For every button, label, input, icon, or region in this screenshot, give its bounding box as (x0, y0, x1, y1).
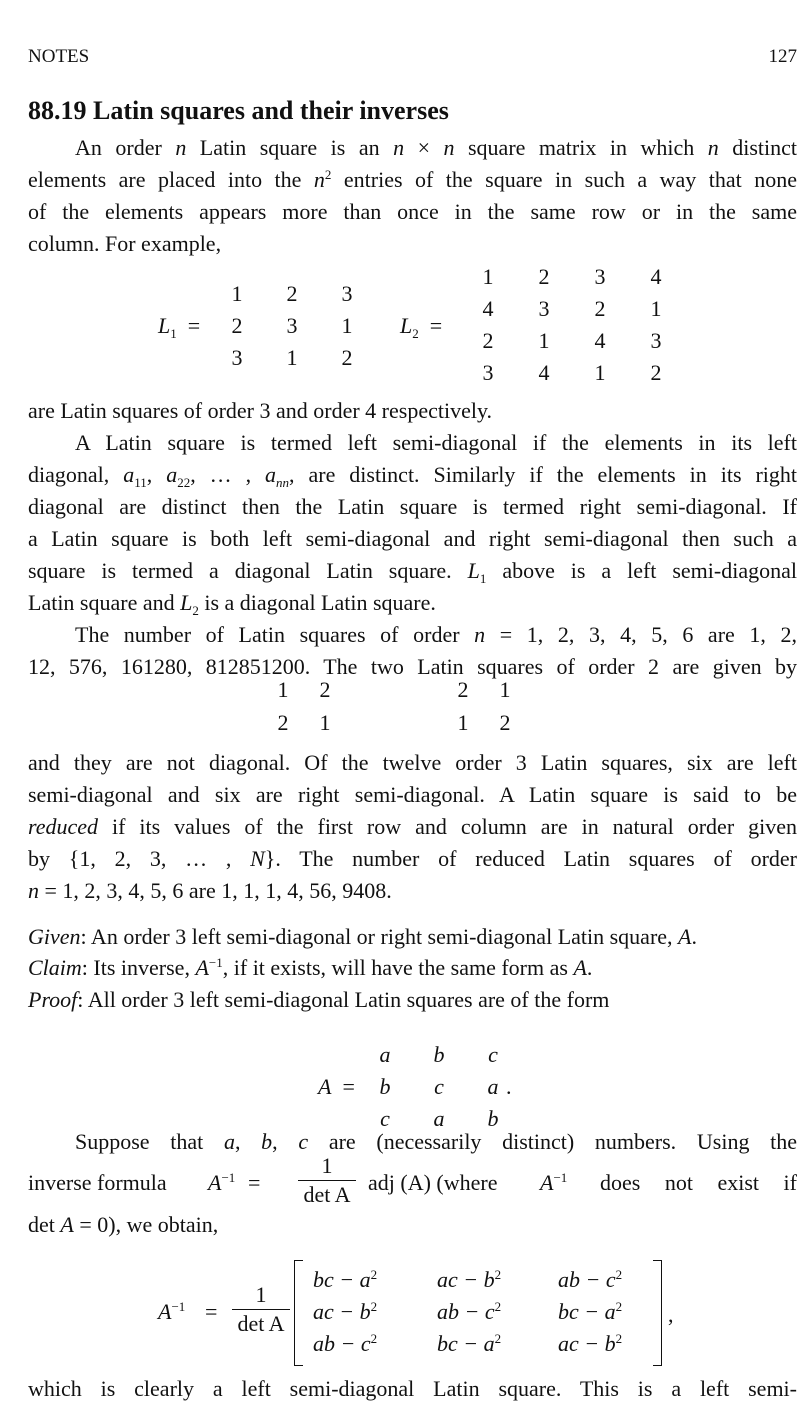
cell-exponent: 2 (494, 1299, 502, 1314)
matrix-cell: 3 (286, 313, 298, 338)
text-segment: n (28, 878, 39, 903)
fraction (298, 1152, 356, 1209)
text-segment: . (691, 924, 697, 949)
matrix-cell (558, 1329, 622, 1359)
equals: = (429, 313, 443, 338)
a-symbol: A (540, 1170, 554, 1195)
matrix-cell: 1 (286, 345, 298, 370)
text-line (75, 1127, 797, 1157)
text-segment: diagonal are distinct then the Latin square is termed right semi-diagonal. If (28, 494, 797, 519)
text-segment: }. The number of reduced Latin squares of order (264, 846, 797, 871)
matrix-cell: b (487, 1106, 499, 1131)
matrix-cell: 2 (286, 281, 298, 306)
text-segment: column. For example, (28, 231, 222, 256)
matrix-cell: c (488, 1042, 498, 1067)
cell-expression: ab − c (437, 1299, 495, 1324)
cell-expression: bc − a (437, 1331, 495, 1356)
text-segment: square is termed a diagonal Latin square. (28, 558, 468, 583)
text-segment: , are distinct. Similarly if the elements in its right (289, 462, 798, 487)
text-segment: , (146, 462, 167, 487)
text-segment: det (28, 1212, 61, 1237)
text-segment: n (707, 135, 719, 160)
cell-exponent: 2 (370, 1267, 378, 1282)
matrix-cell: 3 (482, 360, 494, 385)
lhs-exponent: −1 (221, 1170, 236, 1185)
text-segment: , (272, 1129, 299, 1154)
matrix-cell: 1 (499, 677, 511, 702)
matrix-cell: 1 (482, 264, 494, 289)
matrix-cell: 3 (594, 264, 606, 289)
text-segment: : Its inverse, (81, 955, 196, 980)
text-segment: n (443, 135, 455, 160)
text-segment: distinct (718, 135, 797, 160)
text-segment: × (404, 135, 444, 160)
text-segment: . (586, 955, 593, 980)
trailing-comma: , (668, 1302, 674, 1327)
text-segment: Suppose that (75, 1129, 224, 1154)
matrix-cell: 1 (277, 677, 289, 702)
text-segment: are (necessarily distinct) numbers. Using the (308, 1129, 798, 1154)
text-segment: , if it exists, will have the same form as (222, 955, 574, 980)
matrix-cell: 4 (538, 360, 550, 385)
formula-lhs (208, 1168, 235, 1198)
matrix-cell: 1 (594, 360, 606, 385)
text-segment: A (195, 955, 209, 980)
text-line (28, 396, 797, 426)
matrix-cell: 2 (457, 677, 469, 702)
matrix-cell: 2 (538, 264, 550, 289)
matrix-cell: 2 (482, 328, 494, 353)
text-line (28, 588, 797, 618)
cell-exponent: 2 (615, 1331, 623, 1346)
cell-expression: ac − b (437, 1267, 495, 1292)
matrix-cell: 3 (231, 345, 243, 370)
cell-exponent: 2 (615, 1299, 623, 1314)
proof-line (28, 985, 797, 1015)
text-segment: a (123, 462, 135, 487)
matrix-cell (313, 1329, 377, 1359)
text-line (28, 165, 797, 195)
matrix-cell: a (379, 1042, 391, 1067)
text-segment: n (175, 135, 187, 160)
matrix-label (318, 1072, 355, 1102)
text-segment: Claim (28, 955, 82, 980)
matrix-cell: 1 (341, 313, 353, 338)
equals: = (342, 1074, 355, 1099)
subscript: nn (276, 475, 290, 490)
text-segment: a (223, 1129, 235, 1154)
matrix-cell: b (433, 1042, 445, 1067)
formula-text: inverse formula (28, 1170, 167, 1195)
right-bracket (653, 1260, 662, 1366)
text-segment: if its values of the first row and column are in natural order given (98, 814, 797, 839)
formula-text: does not exist if (600, 1170, 797, 1195)
text-segment: An order (75, 135, 176, 160)
a-exponent: −1 (553, 1170, 568, 1185)
text-segment: 12, 576, 161280, 812851200. The two Latin squares of order 2 are given by (28, 654, 797, 679)
matrix-trailing-period: . (506, 1074, 512, 1099)
text-segment: A (678, 924, 692, 949)
numerator: 1 (298, 1152, 356, 1181)
equals: = (187, 313, 201, 338)
text-segment: A (60, 1212, 74, 1237)
text-segment: Proof (28, 987, 78, 1012)
matrix-cell: 2 (594, 296, 606, 321)
matrix-cell: c (434, 1074, 444, 1099)
matrix-cell (558, 1297, 622, 1327)
matrix-cell: 1 (231, 281, 243, 306)
claim-line (28, 953, 797, 983)
matrix-cell (437, 1329, 501, 1359)
text-segment: square matrix in which (454, 135, 708, 160)
text-line (28, 492, 797, 522)
matrix-cell: 2 (341, 345, 353, 370)
cell-expression: bc − a (313, 1267, 371, 1292)
matrix-cell: b (379, 1074, 391, 1099)
subscript: 1 (479, 571, 487, 586)
cell-exponent: 2 (370, 1299, 378, 1314)
running-header: NOTES (28, 46, 90, 67)
text-segment: N (250, 846, 265, 871)
matrix-cell: a (487, 1074, 499, 1099)
matrix-cell: 3 (650, 328, 662, 353)
text-segment: is a diagonal Latin square. (198, 590, 436, 615)
equals: = (248, 1170, 261, 1195)
matrix-label (158, 311, 200, 341)
cell-exponent: 2 (615, 1267, 623, 1282)
text-line (28, 780, 797, 810)
subscript: 2 (192, 603, 199, 618)
matrix-name: A (318, 1074, 332, 1099)
inverse-lhs (158, 1297, 185, 1327)
fraction (232, 1281, 290, 1338)
matrix-cell: c (380, 1106, 390, 1131)
matrix-cell (558, 1265, 622, 1295)
matrix-label (400, 311, 442, 341)
text-segment: which is clearly a left semi-diagonal Latin square. This is a left semi- (28, 1376, 797, 1401)
superscript: −1 (208, 955, 223, 970)
cell-exponent: 2 (494, 1331, 502, 1346)
text-segment: above is a left semi-diagonal (486, 558, 797, 583)
matrix-cell: a (433, 1106, 445, 1131)
given-line (28, 922, 797, 952)
matrix-cell: 1 (538, 328, 550, 353)
text-segment: : An order 3 left semi-diagonal or right semi-diagonal Latin square, (80, 924, 679, 949)
cell-expression: ab − c (313, 1331, 371, 1356)
text-segment: diagonal, (28, 462, 124, 487)
matrix-name: L (400, 313, 413, 338)
text-segment: L (467, 558, 480, 583)
text-segment: a (265, 462, 277, 487)
text-segment: Given (28, 924, 81, 949)
matrix-cell: 4 (482, 296, 494, 321)
matrix-cell: 1 (457, 710, 469, 735)
matrix-subscript: 1 (170, 326, 177, 341)
text-segment: , (234, 1129, 262, 1154)
matrix-cell: 1 (319, 710, 331, 735)
text-segment: n (393, 135, 405, 160)
text-segment: : All order 3 left semi-diagonal Latin squares are of the form (77, 987, 610, 1012)
text-line (28, 197, 797, 227)
text-segment: L (180, 590, 193, 615)
text-segment: a (166, 462, 178, 487)
page-number: 127 (768, 46, 797, 67)
text-line (75, 620, 797, 650)
text-segment: A Latin square is termed left semi-diagonal if the elements in its left (75, 430, 797, 455)
text-segment: and they are not diagonal. Of the twelve order 3 Latin squares, six are left (28, 750, 797, 775)
text-segment: The number of Latin squares of order (75, 622, 475, 647)
matrix-cell: 2 (277, 710, 289, 735)
lhs-exponent: −1 (171, 1299, 186, 1314)
text-line (28, 556, 797, 586)
text-segment: n (474, 622, 486, 647)
matrix-cell (437, 1265, 501, 1295)
text-segment: = 0), we obtain, (73, 1212, 219, 1237)
matrix-cell: 3 (538, 296, 550, 321)
text-segment: a Latin square is both left semi-diagonal and right semi-diagonal then such a (28, 526, 797, 551)
text-line (75, 428, 797, 458)
matrix-cell: 2 (650, 360, 662, 385)
matrix-cell: 4 (650, 264, 662, 289)
cell-expression: ab − c (558, 1267, 616, 1292)
text-line (75, 133, 797, 163)
text-line (28, 524, 797, 554)
text-segment: of the elements appears more than once in the same row or in the same (28, 199, 797, 224)
text-segment: by {1, 2, 3, … , (28, 846, 251, 871)
text-segment: = 1, 2, 3, 4, 5, 6 are 1, 2, (485, 622, 798, 647)
text-line (28, 652, 797, 682)
text-segment: semi-diagonal and six are right semi-diagonal. A Latin square is said to be (28, 782, 797, 807)
denominator: det A (237, 1311, 285, 1336)
lhs-symbol: A (158, 1299, 172, 1324)
text-segment: entries of the square in such a way that none (331, 167, 798, 192)
text-segment: Latin square is an (186, 135, 394, 160)
text-segment: A (573, 955, 587, 980)
text-line (28, 748, 797, 778)
cell-expression: bc − a (558, 1299, 616, 1324)
text-segment: elements are placed into the (28, 167, 314, 192)
cell-exponent: 2 (494, 1267, 502, 1282)
text-segment: , … , (190, 462, 266, 487)
text-segment: reduced (28, 814, 99, 839)
lhs-symbol: A (208, 1170, 222, 1195)
matrix-subscript: 2 (412, 326, 419, 341)
matrix-cell (437, 1297, 501, 1327)
formula-a-inverse (540, 1168, 567, 1198)
text-segment: n (313, 167, 325, 192)
subscript: 11 (134, 475, 147, 490)
matrix-cell (313, 1265, 377, 1295)
matrix-cell (313, 1297, 377, 1327)
text-line (28, 1210, 797, 1240)
matrix-cell: 2 (231, 313, 243, 338)
cell-expression: ac − b (313, 1299, 371, 1324)
text-line (28, 844, 797, 874)
matrix-cell: 2 (319, 677, 331, 702)
text-line (28, 876, 797, 906)
section-title: 88.19 Latin squares and their inverses (28, 96, 449, 125)
matrix-cell: 3 (341, 281, 353, 306)
matrix-cell: 4 (594, 328, 606, 353)
matrix-cell: 2 (499, 710, 511, 735)
superscript: 2 (324, 167, 332, 182)
numerator: 1 (232, 1281, 290, 1310)
matrix-name: L (158, 313, 171, 338)
text-line (28, 229, 797, 259)
text-segment: b (261, 1129, 273, 1154)
text-segment: Latin square and (28, 590, 181, 615)
matrix-cell: 1 (650, 296, 662, 321)
formula-text: adj (A) (where (368, 1170, 498, 1195)
denominator: det A (303, 1182, 351, 1207)
subscript: 22 (177, 475, 191, 490)
cell-expression: ac − b (558, 1331, 616, 1356)
text-segment: = 1, 2, 3, 4, 5, 6 are 1, 1, 1, 4, 56, 9408. (39, 878, 392, 903)
text-line (28, 812, 797, 842)
left-bracket (294, 1260, 303, 1366)
text-line (28, 460, 797, 490)
text-segment: are Latin squares of order 3 and order 4 respectively. (28, 398, 493, 423)
equals: = (205, 1299, 218, 1324)
text-segment: c (298, 1129, 309, 1154)
cell-exponent: 2 (370, 1331, 378, 1346)
